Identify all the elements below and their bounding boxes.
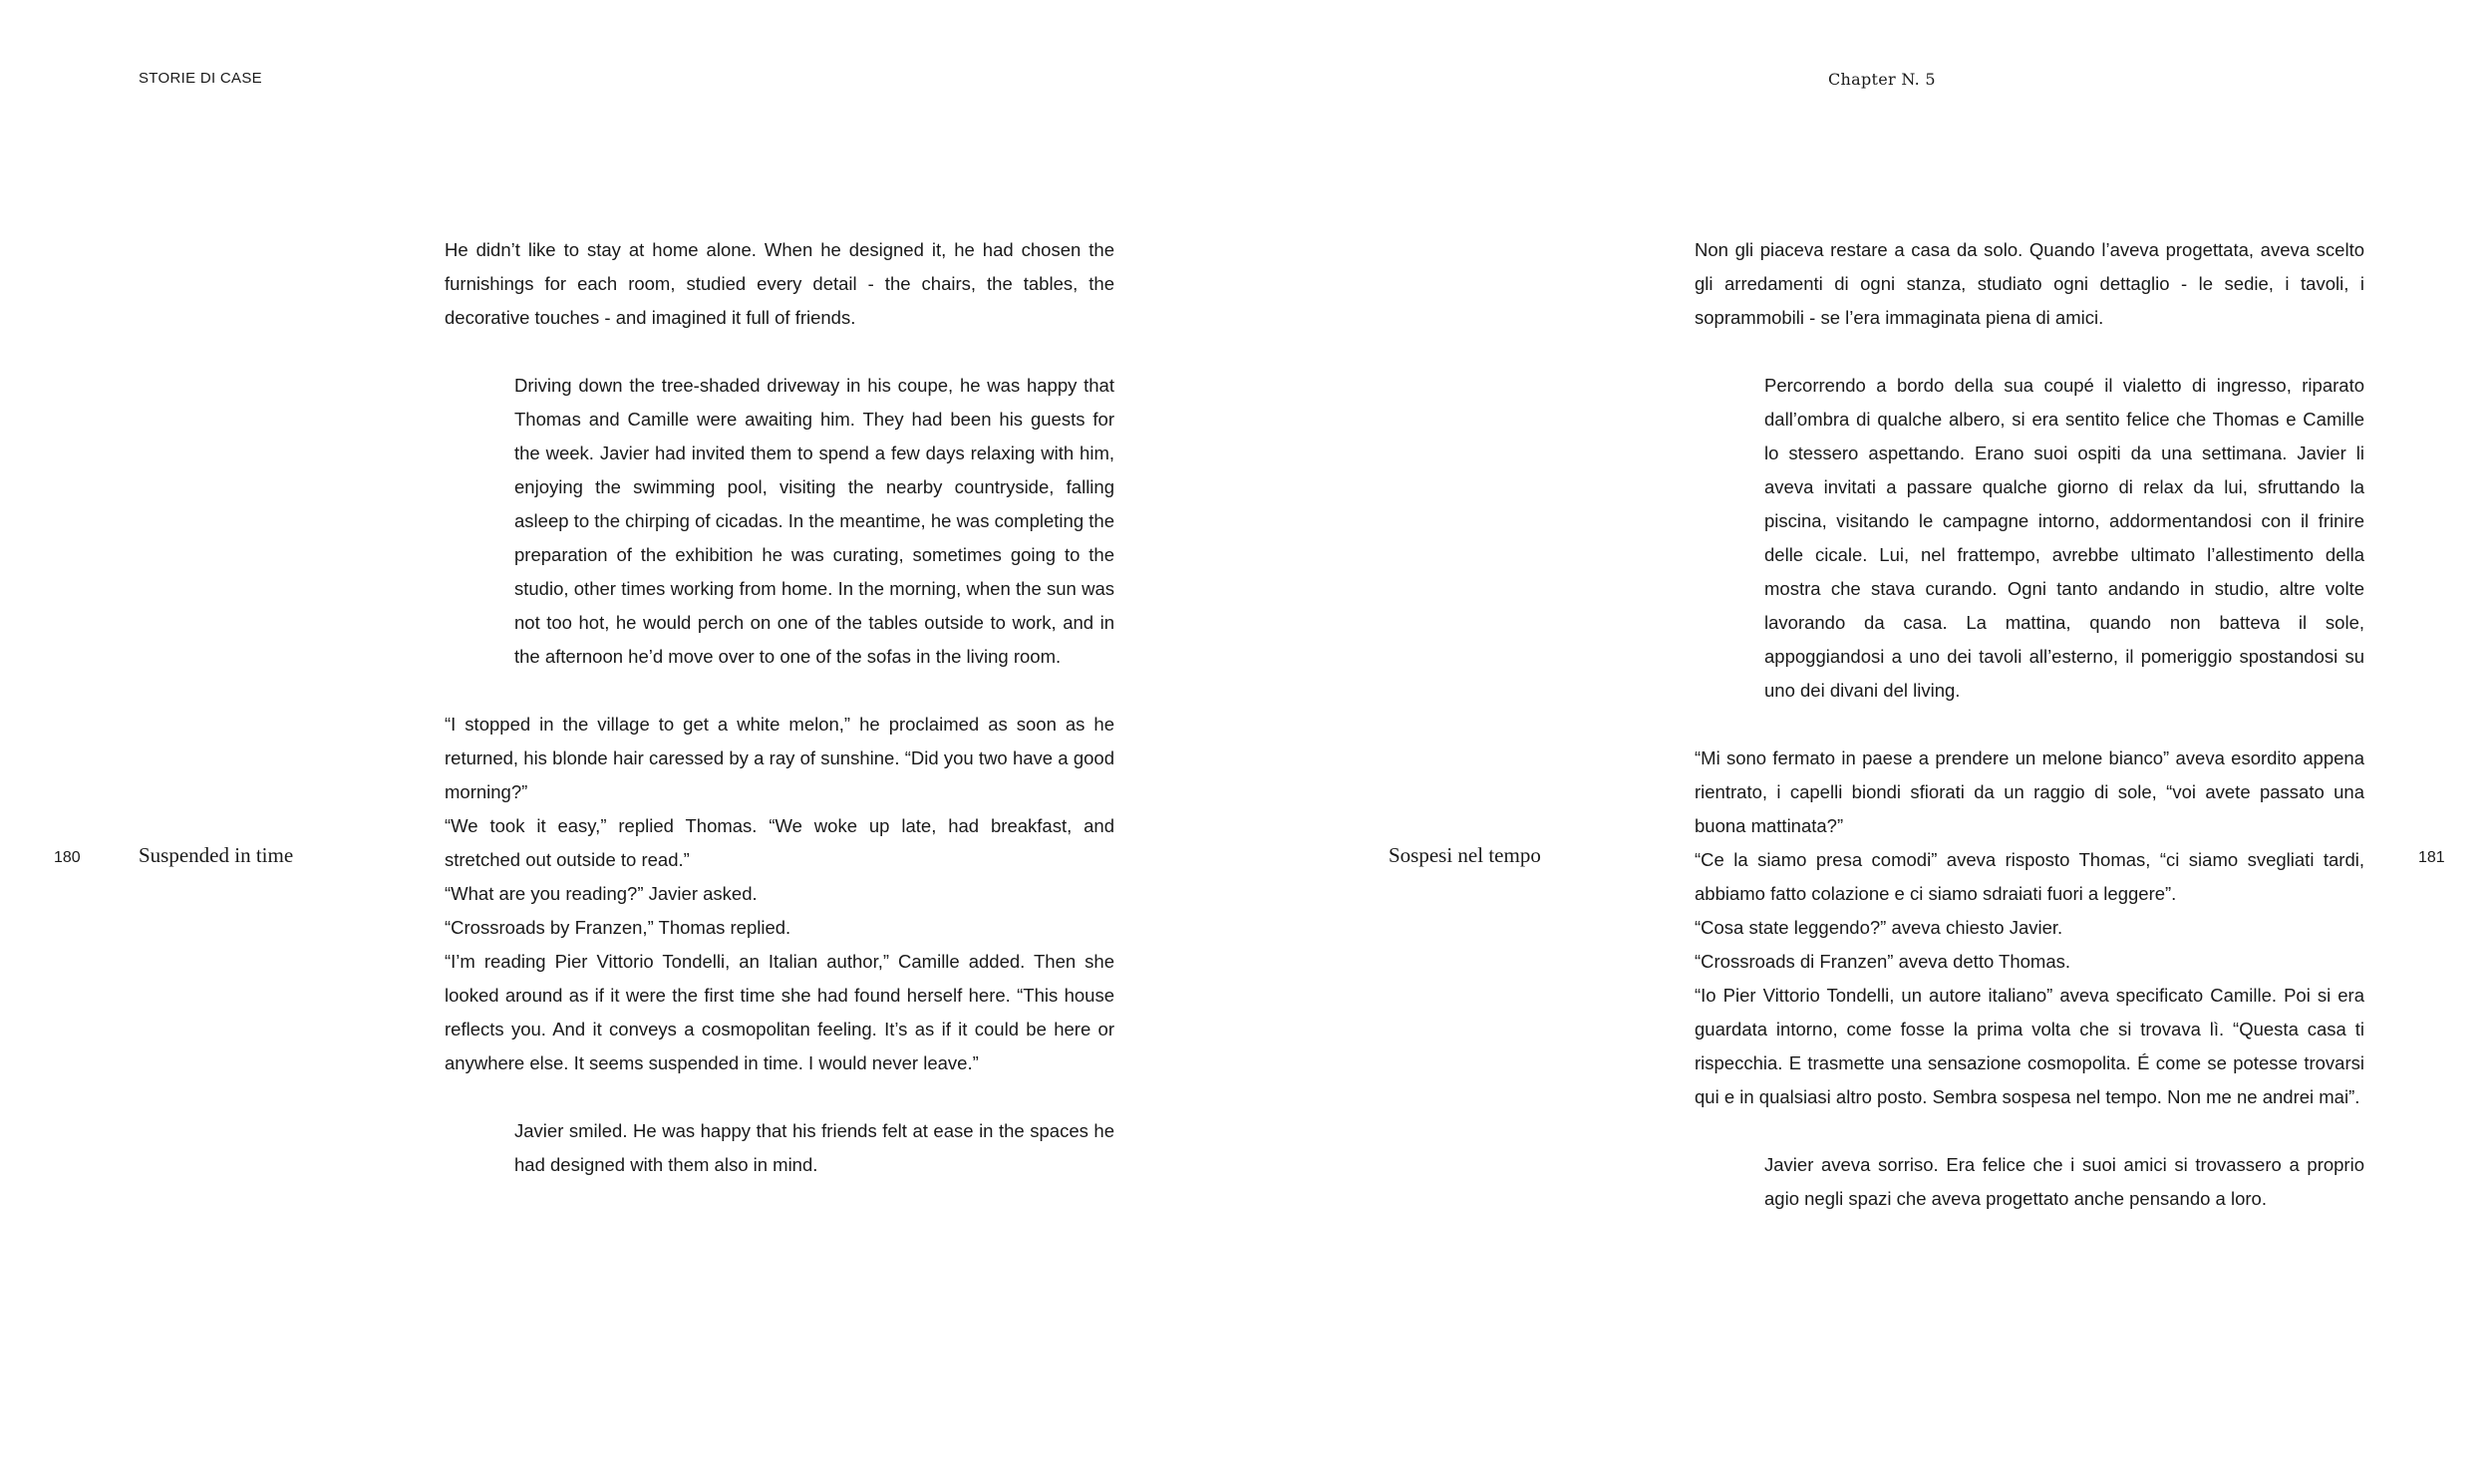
- paragraph: “Crossroads di Franzen” aveva detto Thomas.: [1695, 951, 2071, 972]
- section-title: Sospesi nel tempo: [1389, 843, 1541, 867]
- page-number: 180: [54, 849, 81, 866]
- paragraph: Percorrendo a bordo della sua coupé il vialetto di ingresso, riparato dall’ombra di qualche albero, si era sentito felice che Thomas e Camille lo stessero aspettando. Erano suoi ospiti da una settimana. Javier li aveva invitati a passare qualche giorno di relax da lui, sfruttando la piscina, visitando le campagne intorno, addormentandosi con il frinire delle cicale. Lui, nel frattempo, avrebbe ultimato l’allestimento della mostra che stava curando. Ogni tanto andando in studio, altre volte lavorando da casa. La mattina, quando non batteva il sole, appoggiandosi a uno dei tavoli all’esterno, il pomeriggio spostandosi su uno dei divani del living.: [1764, 375, 2364, 701]
- paragraph: “Cosa state leggendo?” aveva chiesto Javier.: [1695, 917, 2063, 938]
- running-head: STORIE DI CASE: [139, 70, 262, 87]
- paragraph: Javier smiled. He was happy that his friends felt at ease in the spaces he had designed with them also in mind.: [514, 1120, 1114, 1175]
- section-title: Suspended in time: [139, 843, 294, 867]
- running-head: Chapter N. 5: [1828, 70, 1936, 89]
- body-text: [1695, 233, 2364, 1216]
- right-page: [1246, 0, 2491, 1484]
- paragraph: “Ce la siamo presa comodi” aveva risposto Thomas, “ci siamo svegliati tardi, abbiamo fatto colazione e ci siamo sdraiati fuori a leggere”.: [1695, 849, 2364, 904]
- paragraph: Driving down the tree-shaded driveway in his coupe, he was happy that Thomas and Camille were awaiting him. They had been his guests for the week. Javier had invited them to spend a few days relaxing with him, enjoying the swimming pool, visiting the nearby countryside, falling asleep to the chirping of cicadas. In the meantime, he was completing the preparation of the exhibition he was curating, sometimes going to the studio, other times working from home. In the morning, when the sun was not too hot, he would perch on one of the tables outside to work, and in the afternoon he’d move over to one of the sofas in the living room.: [514, 375, 1114, 667]
- body-text: [445, 233, 1114, 1182]
- paragraph: He didn’t like to stay at home alone. When he designed it, he had chosen the furnishings for each room, studied every detail - the chairs, the tables, the decorative touches - and imagined it full of friends.: [445, 239, 1114, 328]
- paragraph: “We took it easy,” replied Thomas. “We woke up late, had breakfast, and stretched out outside to read.”: [445, 815, 1114, 870]
- paragraph: “Crossroads by Franzen,” Thomas replied.: [445, 917, 791, 938]
- paragraph: Javier aveva sorriso. Era felice che i suoi amici si trovassero a proprio agio negli spazi che aveva progettato anche pensando a loro.: [1764, 1154, 2364, 1209]
- paragraph: “I’m reading Pier Vittorio Tondelli, an Italian author,” Camille added. Then she looked around as if it were the first time she had found herself here. “This house reflects you. And it conveys a cosmopolitan feeling. It’s as if it could be here or anywhere else. It seems suspended in time. I would never leave.”: [445, 951, 1114, 1073]
- paragraph: Non gli piaceva restare a casa da solo. Quando l’aveva progettata, aveva scelto gli arredamenti di ogni stanza, studiato ogni dettaglio - le sedie, i tavoli, i soprammobili - se l’era immaginata piena di amici.: [1695, 239, 2364, 328]
- paragraph: “I stopped in the village to get a white melon,” he proclaimed as soon as he returned, his blonde hair caressed by a ray of sunshine. “Did you two have a good morning?”: [445, 714, 1114, 802]
- paragraph: “Io Pier Vittorio Tondelli, un autore italiano” aveva specificato Camille. Poi si era guardata intorno, come fosse la prima volta che si trovava lì. “Questa casa ti rispecchia. E trasmette una sensazione cosmopolita. É come se potesse trovarsi qui e in qualsiasi altro posto. Sembra sospesa nel tempo. Non me ne andrei mai”.: [1695, 985, 2364, 1107]
- page-number: 181: [2418, 849, 2445, 866]
- paragraph: “Mi sono fermato in paese a prendere un melone bianco” aveva esordito appena rientrato, i capelli biondi sfiorati da un raggio di sole, “voi avete passato una buona mattinata?”: [1695, 747, 2364, 836]
- paragraph: “What are you reading?” Javier asked.: [445, 883, 758, 904]
- left-page: [0, 0, 1245, 1484]
